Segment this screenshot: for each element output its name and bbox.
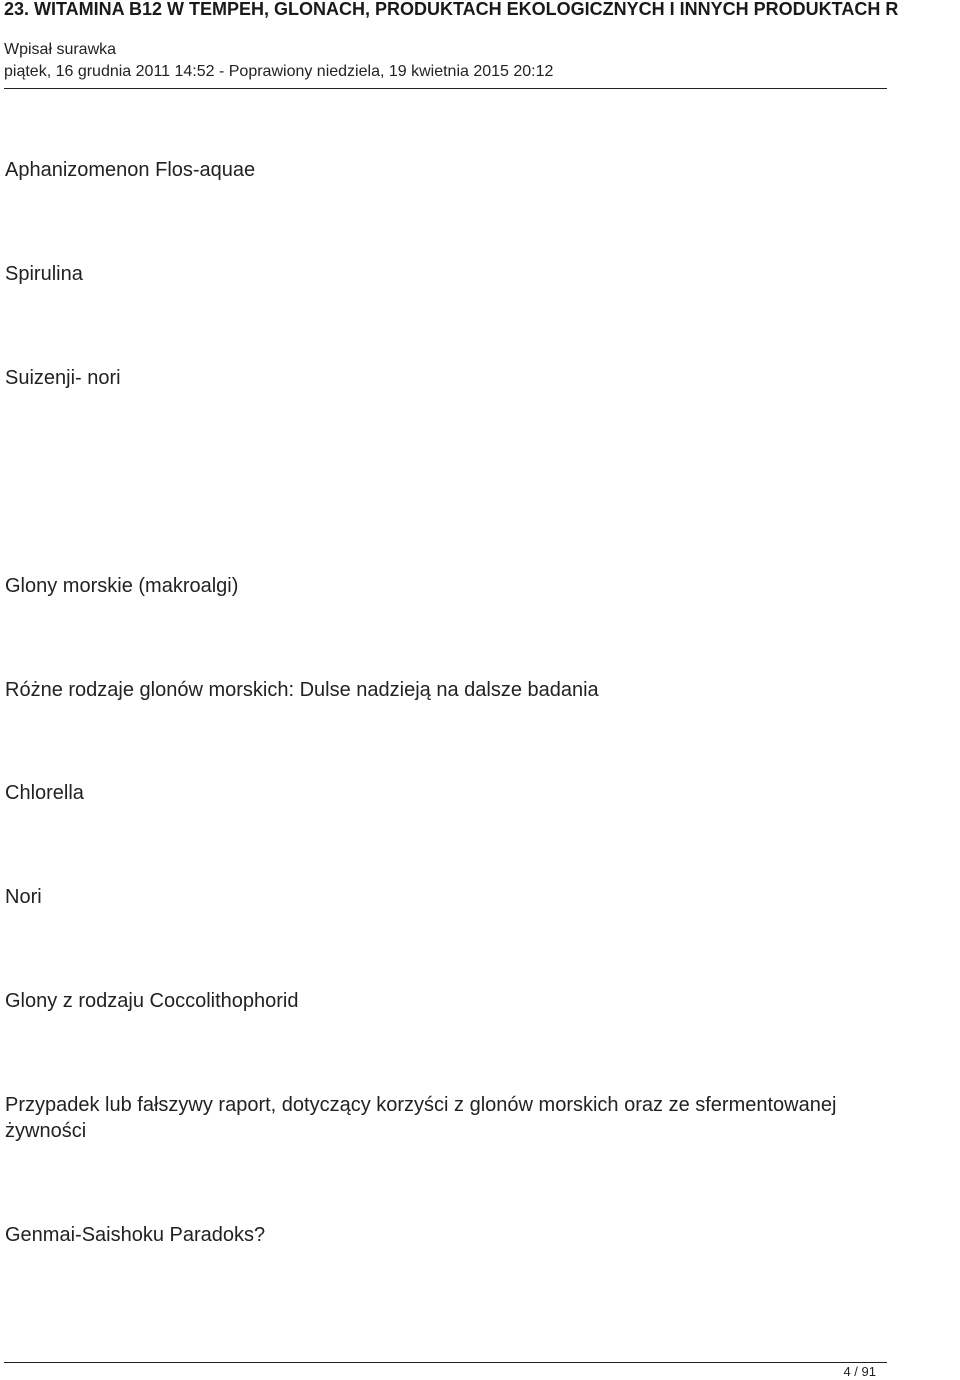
document-title: 23. WITAMINA B12 W TEMPEH, GLONACH, PRODUKTACH EKOLOGICZNYCH I INNYCH PRODUKTACH R <box>4 0 899 19</box>
section-heading: Genmai-Saishoku Paradoks? <box>5 1224 266 1246</box>
section-heading: Suizenji- nori <box>5 367 121 389</box>
section-heading: Glony morskie (makroalgi) <box>5 575 239 597</box>
section-heading: Nori <box>5 886 42 908</box>
section-heading: Różne rodzaje glonów morskich: Dulse nadzieją na dalsze badania <box>5 679 599 701</box>
author-line: Wpisał surawka <box>4 41 117 58</box>
footer-divider <box>4 1362 887 1363</box>
publication-dates: piątek, 16 grudnia 2011 14:52 - Poprawiony niedziela, 19 kwietnia 2015 20:12 <box>4 63 554 80</box>
header-divider <box>4 88 887 89</box>
section-heading: Spirulina <box>5 263 83 285</box>
section-heading: Przypadek lub fałszywy raport, dotyczący korzyści z glonów morskich oraz ze sfermentowanej żywności <box>5 1094 837 1142</box>
section-heading: Chlorella <box>5 782 84 804</box>
section-heading: Glony z rodzaju Coccolithophorid <box>5 990 299 1012</box>
section-heading: Aphanizomenon Flos-aquae <box>5 159 256 181</box>
page-number: 4 / 91 <box>843 1364 876 1379</box>
